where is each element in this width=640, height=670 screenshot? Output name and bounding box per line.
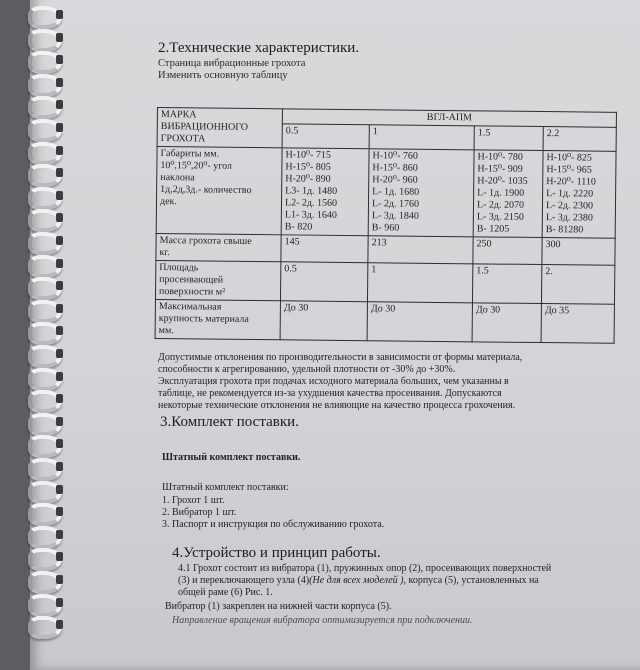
binding-hole: [56, 394, 63, 403]
table-model-cell: 2.2: [543, 127, 616, 152]
binding-hole: [56, 598, 63, 607]
table-cell: 1: [367, 263, 472, 303]
binding-hole: [56, 575, 63, 584]
table-cell: 2.: [541, 265, 614, 305]
binding-hole: [56, 372, 63, 381]
binding-hole: [56, 417, 63, 426]
list-item: 3. Паспорт и инструкция по обслуживанию грохота.: [162, 519, 385, 530]
section-4-heading: 4.Устройство и принцип работы.: [172, 545, 381, 561]
binding-hole: [56, 55, 63, 64]
binding-hole: [56, 213, 63, 222]
table-row-label: Габариты мм. 10⁰,15⁰,20⁰- угол наклона 1д,2д,3д.- количество дек.: [156, 147, 282, 235]
table-row: [155, 299, 614, 343]
section-4-paragraph-line: Вибратор (1) закреплен на нижней части корпуса (5).: [165, 601, 392, 612]
binding-hole: [56, 530, 63, 539]
table-cell: 0.5: [280, 262, 367, 302]
section-4-paragraph-line: [178, 575, 539, 586]
table-cell: До 35: [541, 304, 614, 344]
paragraph-text: , корпуса (5), установленных на: [403, 575, 539, 586]
section-4-paragraph-line: общей раме (6) Рис. 1.: [178, 587, 273, 598]
note-line: способности к агрегированию, удельной плотности от -30% до +30%.: [158, 364, 456, 375]
table-row: [155, 260, 614, 304]
binding-hole: [56, 236, 63, 245]
table-group-header: ВГЛ-АПМ: [282, 109, 616, 127]
paragraph-italic-note: (Не для всех моделей ): [309, 575, 404, 586]
binding-hole: [56, 281, 63, 290]
table-cell: 300: [542, 238, 615, 266]
table-model-cell: 1.5: [474, 126, 543, 151]
binding-hole: [56, 123, 63, 132]
binding-hole: [56, 100, 63, 109]
paragraph-text: (3) и переключающего узла (4): [178, 575, 310, 586]
table-cell: 250: [473, 237, 542, 265]
binding-hole: [56, 552, 63, 561]
list-item: 2. Вибратор 1 шт.: [162, 507, 237, 518]
table-cell: 145: [281, 235, 368, 263]
section-3-heading: 3.Комплект поставки.: [160, 414, 299, 430]
binding-hole: [56, 259, 63, 268]
binding-hole: [56, 33, 63, 42]
note-line: Эксплуатация грохота при подачах исходного материала больших, чем указанны в: [158, 376, 509, 387]
binding-hole: [56, 620, 63, 629]
table-cell: До 30: [280, 301, 367, 341]
note-line: некоторые технические отклонения не влияющие на качество процесса грохочения.: [158, 400, 516, 411]
table-cell: H-10⁰- 760 H-15⁰- 860 H-20⁰- 960 L- 1д. 1680 L- 2д. 1760 L- 3д. 1840 B- 960: [368, 149, 474, 237]
table-cell: 1.5: [472, 264, 541, 304]
section-4-italic-note: Направление вращения вибратора оптимизируется при подключении.: [172, 615, 473, 626]
binding-hole: [56, 146, 63, 155]
table-row-label: Масса грохота свыше кг.: [156, 233, 281, 261]
table-cell: 213: [368, 236, 473, 264]
section-3-list-title: Штатный комплект поставки:: [162, 482, 289, 493]
section-3-bold-title: Штатный комплект поставки.: [162, 452, 301, 463]
binding-hole: [56, 485, 63, 494]
binding-hole: [56, 439, 63, 448]
specifications-table: [155, 107, 617, 344]
table-row: [156, 147, 616, 239]
binding-hole: [56, 326, 63, 335]
binding-hole: [56, 168, 63, 177]
binding-hole: [56, 349, 63, 358]
binding-hole: [56, 78, 63, 87]
table-cell: До 30: [367, 302, 472, 342]
binding-hole: [56, 10, 63, 19]
section-4-paragraph-line: 4.1 Грохот состоит из вибратора (1), пружинных опор (2), просеивающих поверхностей: [178, 563, 552, 574]
section-2-subtitle-2: Изменить основную таблицу: [158, 70, 288, 81]
table-cell: H-10⁰- 715 H-15⁰- 805 H-20⁰- 890 L3- 1д. 1480 L2- 2д. 1560 L1- 3д. 1640 B- 820: [281, 148, 369, 236]
note-line: Допустимые отклонения по производительности в зависимости от формы материала,: [158, 352, 523, 363]
binding-hole: [56, 462, 63, 471]
table-row-label: Максимальная крупность материала мм.: [155, 299, 280, 339]
table-cell: H-10⁰- 825 H-15⁰- 965 H-20⁰- 1110 L- 1д. 2220 L- 2д. 2300 L- 3д. 2380 B- 81280: [542, 151, 616, 239]
table-header-model: МАРКА ВИБРАЦИОННОГО ГРОХОТА: [157, 108, 282, 148]
section-2-heading: 2.Технические характеристики.: [158, 40, 360, 56]
spiral-binding: [0, 0, 70, 640]
table-row-label: Площадь просеивающей поверхности м²: [155, 260, 280, 300]
section-2-subtitle-1: Страница вибрационные грохота: [158, 58, 306, 69]
note-line: таблице, не рекомендуется из-за ухудшения качества просеивания. Допускаются: [158, 388, 502, 399]
table-model-cell: 1: [369, 125, 474, 150]
table-cell: До 30: [472, 303, 541, 343]
binding-hole: [56, 507, 63, 516]
table-cell: H-10⁰- 780 H-15⁰- 909 H-20⁰- 1035 L- 1д. 1900 L- 2д. 2070 L- 3д. 2150 B- 1205: [473, 150, 543, 238]
binding-hole: [56, 304, 63, 313]
binding-hole: [56, 191, 63, 200]
table-model-cell: 0.5: [282, 124, 369, 149]
list-item: 1. Грохот 1 шт.: [162, 495, 225, 506]
